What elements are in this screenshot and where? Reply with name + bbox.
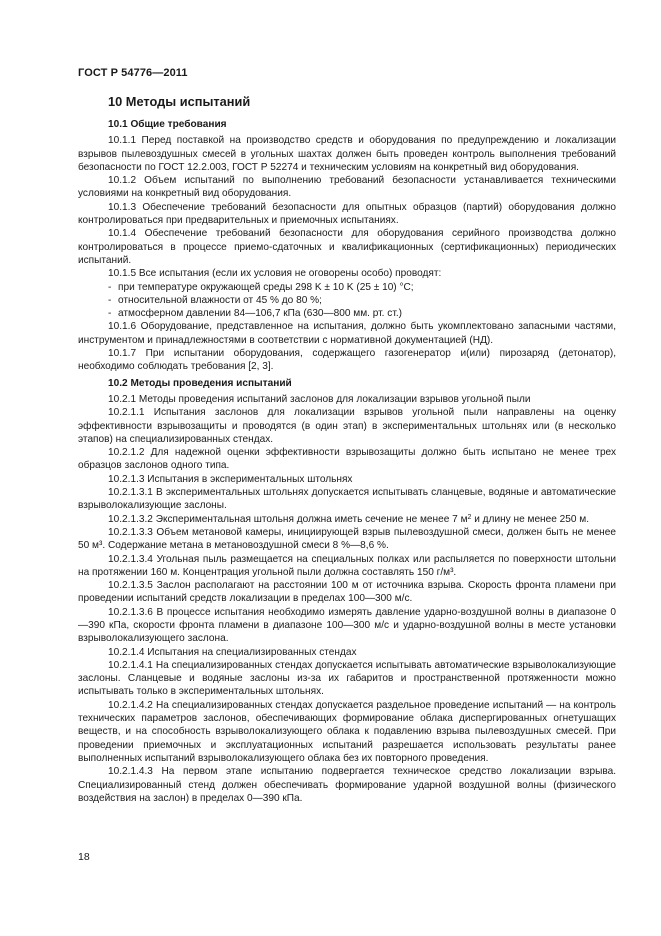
paragraph-10-2-1-3-3: 10.2.1.3.3 Объем метановой камеры, инициирующей взрыв пылевоздушной смеси, должен быть не менее 50 м³. Содержание метана в метановоздушной смеси 8 %—8,6 %. xyxy=(78,526,616,552)
list-dash: - xyxy=(108,281,112,293)
paragraph-10-2-1-4-3: 10.2.1.4.3 На первом этапе испытанию подвергается техническое средство локализации взрыва. Специализированный стенд должен обеспечивать формирование ударной воздушной волны (физического воздействия на заслон) в пределах 0—390 кПа. xyxy=(78,766,616,804)
subsection-title-general: 10.1 Общие требования xyxy=(108,119,227,130)
paragraph-10-1-1: 10.1.1 Перед поставкой на производство средств и оборудования по предупреждению и локализации взрывов пылевоздушных смесей в угольных шахтах должен быть проведен контроль выполнения требований безопасности по ГОСТ 12.2.003, ГОСТ Р 52274 и техническим условиям на конкретный вид оборудования. xyxy=(78,135,616,173)
paragraph-10-2-1-4-2: 10.2.1.4.2 На специализированных стендах допускается раздельное проведение испытаний — на контроль технических параметров заслонов, обеспечивающих формирование облака диспергированных огнетушащих веществ, и на способность взрыволокализующего облака к подавлению взрыва пылевоздушных смесей. При проведении приемочных и эксплуатационных испытаний разрешается использовать результаты ранее выполненных испытаний взрыволокализующего облака без их повторного проведения. xyxy=(78,699,616,764)
paragraph-10-2-1-3-2: 10.2.1.3.2 Экспериментальная штольня должна иметь сечение не менее 7 $м^2$ и длину не менее 250 м. xyxy=(108,513,590,525)
document-body xyxy=(78,94,616,805)
paragraph-10-1-7: 10.1.7 При испытании оборудования, содержащего газогенератор и(или) пирозаряд (детонатор), необходимо соблюдать требования [2, 3]. xyxy=(78,348,616,373)
paragraph-10-2-1-4-1: 10.2.1.4.1 На специализированных стендах допускается испытывать автоматические взрыволокализующие заслоны. Сланцевые и водяные заслоны из-за их габаритов и пространственной протяженности можно испытывать только в экспериментальных штольнях. xyxy=(78,659,616,698)
paragraph-10-2-1-3-4: 10.2.1.3.4 Угольная пыль размещается на специальных полках или распыляется по поверхности штольни на протяжении 160 м. Концентрация угольной пыли должна составлять 150 г/м³. xyxy=(78,553,616,578)
paragraph-10-2-1-3: 10.2.1.3 Испытания в экспериментальных штольнях xyxy=(108,473,353,485)
paragraph-10-2-1-3-5: 10.2.1.3.5 Заслон располагают на расстоянии 100 м от источника взрыва. Скорость фронта пламени при проведении испытаний средств локализации в пределах 100—300 м/с. xyxy=(78,580,616,605)
paragraph-10-1-5: 10.1.5 Все испытания (если их условия не оговорены особо) проводят: xyxy=(108,268,442,280)
paragraph-10-2-1-3-1: 10.2.1.3.1 В экспериментальных штольнях допускается испытывать сланцевые, водяные и автоматические взрыволокализующие заслоны. xyxy=(78,487,616,512)
section-title: 10 Методы испытаний xyxy=(108,94,251,109)
page-number: 18 xyxy=(78,851,90,863)
paragraph-10-1-2: 10.1.2 Объем испытаний по выполнению требований безопасности устанавливается техническими условиями на конкретный вид оборудования. xyxy=(78,175,616,200)
document-code-header: ГОСТ Р 54776—2011 xyxy=(78,67,188,79)
test-conditions-list xyxy=(78,281,616,321)
paragraph-10-2-1-3-6: 10.2.1.3.6 В процессе испытания необходимо измерять давление ударно-воздушной волны в диапазоне 0—390 кПа, скорости фронта пламени в диапазоне 100—300 м/с и ударно-воздушной волны в месте установки взрыволокализующего заслона. xyxy=(78,606,616,645)
paragraph-10-1-6: 10.1.6 Оборудование, представленное на испытания, должно быть укомплектовано запасными частями, инструментом и принадлежностями в соответствии с нормативной документацией (НД). xyxy=(78,321,616,346)
paragraph-10-1-4: 10.1.4 Обеспечение требований безопасности для оборудования серийного производства должно контролироваться в процессе приемо-сдаточных и квалификационных (сертификационных) периодических испытаний. xyxy=(78,228,616,266)
list-dash: - xyxy=(108,308,112,320)
paragraph-10-2-1-1: 10.2.1.1 Испытания заслонов для локализации взрывов угольной пыли направлены на оценку эффективности взрывозащиты и проводятся (в один этап) в экспериментальных штольнях или (в несколько этапов) на специализированных стендах. xyxy=(78,407,616,445)
list-item: - относительной влажности от 45 % до 80 %; xyxy=(108,294,322,306)
paragraph-10-2-1-2: 10.2.1.2 Для надежной оценки эффективности взрывозащиты должно быть испытано не менее трех образцов заслонов одного типа. xyxy=(78,447,616,472)
paragraph-10-2-1-4: 10.2.1.4 Испытания на специализированных стендах xyxy=(108,646,357,658)
list-item: - атмосферном давлении 84—106,7 кПа (630—800 мм. рт. ст.) xyxy=(108,308,402,320)
list-dash: - xyxy=(108,294,112,306)
subsection-title-methods: 10.2 Методы проведения испытаний xyxy=(108,377,292,389)
list-item: - при температуре окружающей среды 298 K ± 10 K (25 ± 10) °С; xyxy=(108,281,414,293)
paragraph-10-2-1: 10.2.1 Методы проведения испытаний заслонов для локализации взрывов угольной пыли xyxy=(108,393,531,405)
paragraph-10-1-3: 10.1.3 Обеспечение требований безопасности для опытных образцов (партий) оборудования должно контролироваться при предварительных и приемочных испытаниях. xyxy=(78,201,616,227)
